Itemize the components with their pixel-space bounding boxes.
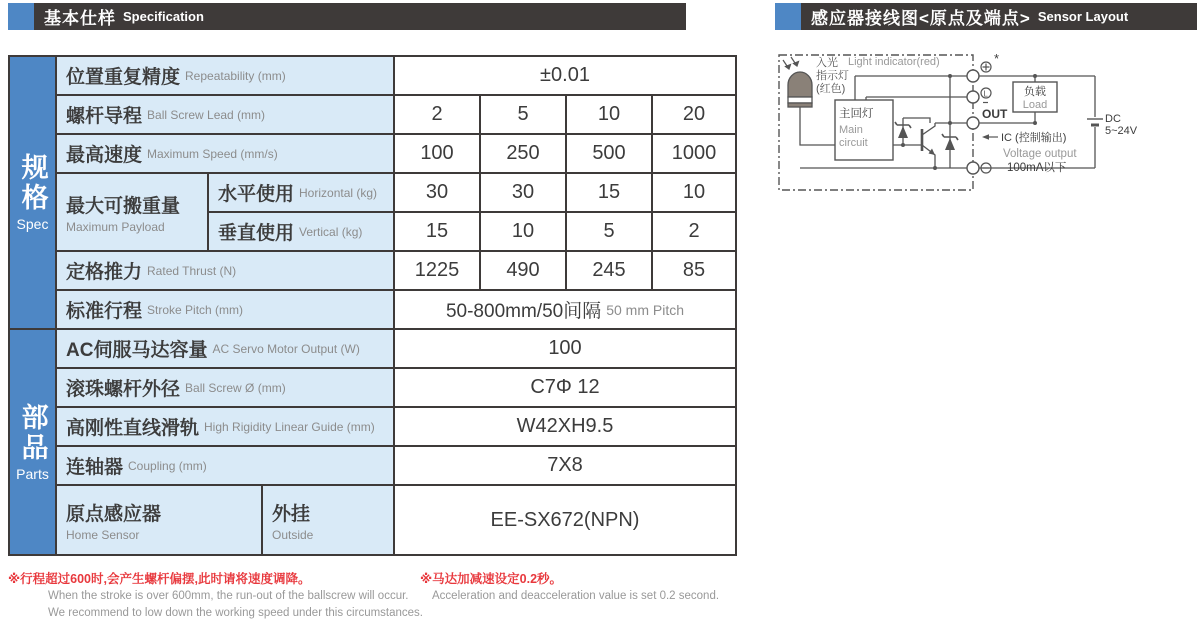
main-circuit-en2: circuit — [839, 137, 868, 149]
label-en: Repeatability (mm) — [185, 68, 286, 83]
stroke-value-zh: 50-800mm/50间隔 — [445, 301, 602, 322]
value-lead-4: 20 — [653, 96, 735, 133]
voltage-output-label: Voltage output — [1003, 148, 1077, 160]
value-thrust-3: 245 — [567, 252, 651, 289]
section-parts-zh: 部品 — [17, 402, 48, 463]
value-vertical-2: 10 — [481, 213, 565, 250]
l-terminal-symbol — [981, 88, 991, 103]
section-parts-en: Parts — [16, 465, 49, 482]
light-rays-icon — [783, 57, 799, 69]
row-label-lead — [57, 96, 393, 133]
row-label-vertical — [209, 213, 393, 250]
value-thrust-4: 85 — [653, 252, 735, 289]
terminal-l — [967, 91, 979, 103]
value-horizontal-1: 30 — [395, 174, 479, 211]
load-en: Load — [1022, 99, 1048, 111]
label-en: Outside — [272, 527, 314, 542]
label-en: Stroke Pitch (mm) — [147, 302, 244, 317]
footnote-en-line1: When the stroke is over 600mm, the run-out of the ballscrew will occur. — [48, 590, 409, 603]
value-speed-3: 500 — [567, 135, 651, 172]
value-horizontal-4: 10 — [653, 174, 735, 211]
asterisk-mark: * — [994, 51, 1000, 66]
label-zh: AC伺服马达容量 — [66, 340, 208, 361]
label-en: Ball Screw Lead (mm) — [147, 107, 266, 122]
label-en: Home Sensor — [66, 527, 140, 542]
header-accent-square — [8, 3, 34, 30]
label-zh: 螺杆导程 — [66, 106, 143, 127]
value-horizontal-3: 15 — [567, 174, 651, 211]
label-zh: 定格推力 — [66, 262, 143, 283]
value-repeatability: ±0.01 — [395, 57, 735, 94]
ic-output-annotation — [982, 130, 1066, 144]
stroke-value-en: 50 mm Pitch — [606, 301, 685, 318]
label-zh: 最大可搬重量 — [66, 195, 181, 217]
terminal-minus — [967, 162, 979, 174]
footnote-en: Acceleration and deacceleration value is set 0.2 second. — [432, 590, 720, 603]
label-zh: 标准行程 — [66, 301, 143, 322]
specification-title-zh: 基本仕样 — [44, 9, 116, 28]
label-zh: 垂直使用 — [218, 223, 295, 244]
label-en: AC Servo Motor Output (W) — [212, 341, 360, 356]
value-thrust-1: 1225 — [395, 252, 479, 289]
value-home-sensor: EE-SX672(NPN) — [395, 486, 735, 554]
main-circuit-en1: Main — [839, 124, 863, 136]
value-screw-dia: C7Φ 12 — [395, 369, 735, 406]
label-zh: 水平使用 — [218, 184, 295, 205]
section-band-parts — [10, 330, 55, 554]
sensor-layout-header-bar — [775, 3, 1197, 30]
led-label-line2: 指示灯 — [816, 70, 849, 82]
footnote-en-line2: We recommend to low down the working speed under this circumstances. — [48, 606, 423, 619]
value-speed-2: 250 — [481, 135, 565, 172]
label-en: Vertical (kg) — [299, 224, 363, 239]
label-en: Horizontal (kg) — [299, 185, 378, 200]
row-label-horizontal — [209, 174, 393, 211]
transistor-icon — [922, 123, 935, 168]
value-vertical-3: 5 — [567, 213, 651, 250]
row-label-outside — [263, 486, 393, 554]
value-speed-1: 100 — [395, 135, 479, 172]
label-en: Maximum Speed (mm/s) — [147, 146, 278, 161]
row-label-home-sensor — [57, 486, 261, 554]
footnote-acceleration — [420, 570, 719, 605]
out-terminal-label: OUT — [982, 107, 1008, 121]
label-zh: 外挂 — [272, 503, 311, 525]
row-label-motor — [57, 330, 393, 367]
label-en: Coupling (mm) — [128, 458, 207, 473]
sensor-layout-title-zh: 感应器接线图<原点及端点> — [811, 9, 1031, 28]
led-label-line3: (红色) — [816, 83, 846, 95]
main-circuit-zh: 主回灯 — [839, 108, 874, 120]
main-circuit-box — [835, 100, 893, 160]
load-zh: 负载 — [1024, 86, 1046, 98]
terminal-out — [967, 117, 979, 129]
footnote-stroke-warning — [8, 570, 423, 621]
section-spec-en: Spec — [16, 216, 49, 232]
value-vertical-4: 2 — [653, 213, 735, 250]
specification-table — [8, 55, 737, 556]
zener-diode-icon — [895, 122, 911, 138]
section-spec-zh: 规格 — [17, 153, 48, 213]
zener-diode-icon — [942, 134, 958, 150]
row-label-stroke — [57, 291, 393, 328]
led-label-line1: 入光 — [816, 57, 838, 69]
left-arrow-icon — [982, 134, 989, 140]
current-limit-label: 100mA以下 — [1007, 162, 1067, 174]
dc-label: DC — [1105, 113, 1121, 125]
row-label-guide — [57, 408, 393, 445]
value-lead-2: 5 — [481, 96, 565, 133]
label-en: Rated Thrust (N) — [147, 263, 237, 278]
label-zh: 原点感应器 — [66, 503, 162, 525]
row-label-repeatability — [57, 57, 393, 94]
section-band-spec — [10, 57, 55, 328]
sensor-wiring-diagram — [770, 45, 1200, 225]
label-en: Ball Screw Ø (mm) — [185, 380, 286, 395]
ic-label: IC (控制输出) — [1001, 132, 1067, 144]
footnote-zh: ※行程超过600时,会产生螺杆偏摆,此时请将速度调降。 — [8, 572, 311, 586]
sensor-layout-title-en: Sensor Layout — [1037, 9, 1129, 24]
load-box — [1013, 82, 1057, 112]
plus-terminal-symbol — [981, 51, 999, 72]
value-thrust-2: 490 — [481, 252, 565, 289]
label-zh: 位置重复精度 — [66, 67, 181, 88]
row-label-coupling — [57, 447, 393, 484]
label-zh: 最高速度 — [66, 145, 143, 166]
value-horizontal-2: 30 — [481, 174, 565, 211]
row-label-screw-dia — [57, 369, 393, 406]
label-en: Maximum Payload — [66, 219, 165, 234]
row-label-thrust — [57, 252, 393, 289]
value-stroke — [395, 291, 735, 328]
row-label-payload — [57, 174, 207, 250]
l-terminal-letter: L — [983, 89, 988, 99]
value-coupling: 7X8 — [395, 447, 735, 484]
led-indicator-icon — [788, 72, 812, 107]
minus-terminal-symbol — [981, 163, 991, 173]
specification-header-bar — [8, 3, 686, 30]
row-label-speed — [57, 135, 393, 172]
label-zh: 高刚性直线滑轨 — [66, 418, 200, 439]
specification-title-en: Specification — [123, 9, 204, 24]
dc-voltage-label: 5~24V — [1105, 125, 1138, 137]
light-indicator-label: Light indicator(red) — [848, 56, 940, 68]
value-lead-3: 10 — [567, 96, 651, 133]
value-guide: W42XH9.5 — [395, 408, 735, 445]
terminal-plus — [967, 70, 979, 82]
header-accent-square — [775, 3, 801, 30]
value-speed-4: 1000 — [653, 135, 735, 172]
value-vertical-1: 15 — [395, 213, 479, 250]
label-zh: 连轴器 — [66, 457, 124, 478]
label-zh: 滚珠螺杆外径 — [66, 379, 181, 400]
value-lead-1: 2 — [395, 96, 479, 133]
footnote-zh: ※马达加减速设定0.2秒。 — [420, 572, 563, 586]
label-en: High Rigidity Linear Guide (mm) — [204, 419, 375, 434]
value-motor: 100 — [395, 330, 735, 367]
